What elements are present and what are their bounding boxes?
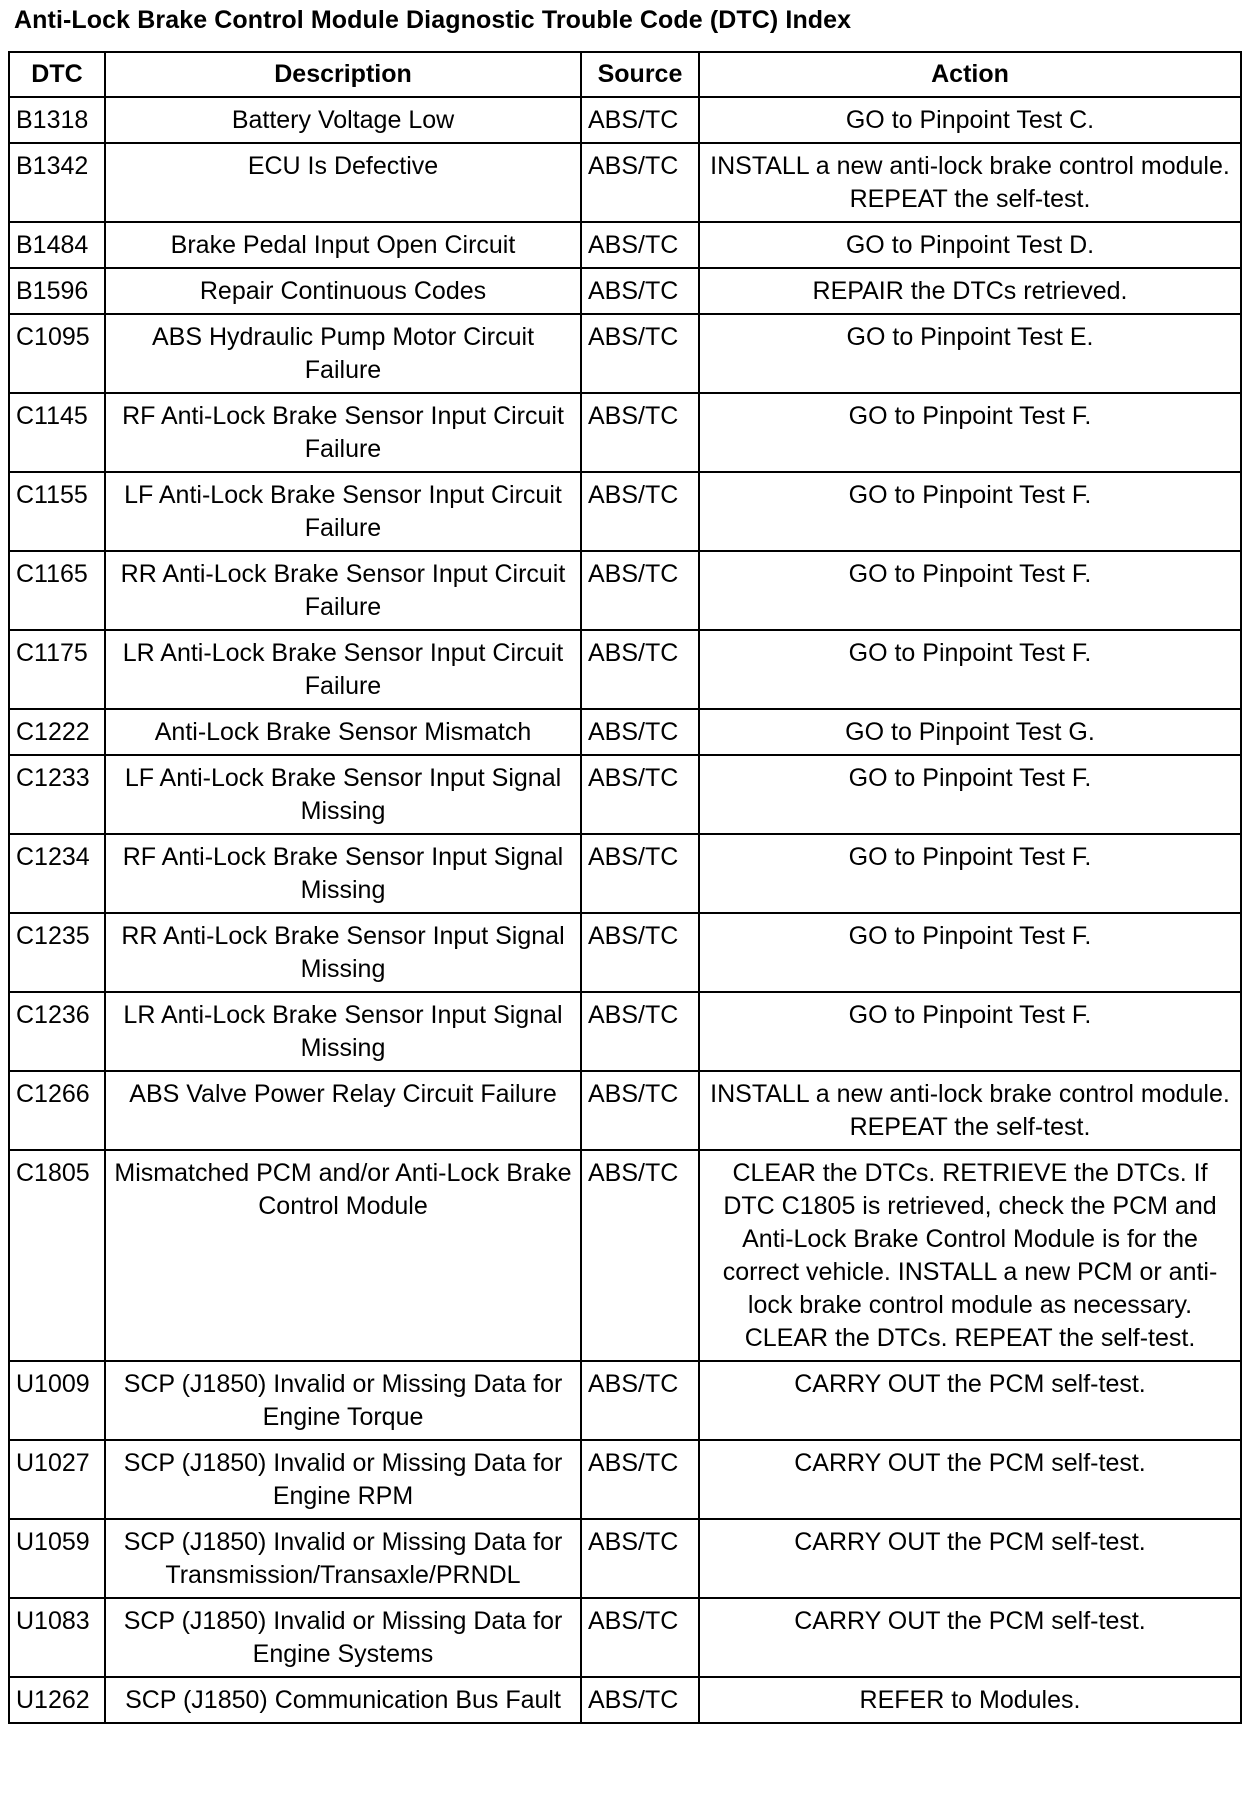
source-cell: ABS/TC bbox=[581, 1519, 699, 1598]
action-cell: GO to Pinpoint Test F. bbox=[699, 755, 1241, 834]
source-cell: ABS/TC bbox=[581, 1150, 699, 1361]
source-cell: ABS/TC bbox=[581, 630, 699, 709]
table-row bbox=[9, 913, 1241, 992]
source-cell: ABS/TC bbox=[581, 97, 699, 143]
description-cell: RF Anti-Lock Brake Sensor Input Circuit Failure bbox=[105, 393, 581, 472]
description-cell: LF Anti-Lock Brake Sensor Input Circuit Failure bbox=[105, 472, 581, 551]
dtc-code-cell: U1262 bbox=[9, 1677, 105, 1723]
table-row bbox=[9, 992, 1241, 1071]
description-cell: Brake Pedal Input Open Circuit bbox=[105, 222, 581, 268]
action-cell: CARRY OUT the PCM self-test. bbox=[699, 1440, 1241, 1519]
header-description: Description bbox=[105, 52, 581, 97]
table-row bbox=[9, 755, 1241, 834]
table-row bbox=[9, 630, 1241, 709]
description-cell: SCP (J1850) Invalid or Missing Data for Transmission/Transaxle/PRNDL bbox=[105, 1519, 581, 1598]
description-cell: Repair Continuous Codes bbox=[105, 268, 581, 314]
action-cell: CARRY OUT the PCM self-test. bbox=[699, 1519, 1241, 1598]
action-cell: CARRY OUT the PCM self-test. bbox=[699, 1598, 1241, 1677]
source-cell: ABS/TC bbox=[581, 1677, 699, 1723]
source-cell: ABS/TC bbox=[581, 1361, 699, 1440]
dtc-code-cell: C1145 bbox=[9, 393, 105, 472]
action-cell: GO to Pinpoint Test E. bbox=[699, 314, 1241, 393]
dtc-code-cell: C1175 bbox=[9, 630, 105, 709]
header-source: Source bbox=[581, 52, 699, 97]
table-header-row bbox=[9, 52, 1241, 97]
description-cell: Mismatched PCM and/or Anti-Lock Brake Control Module bbox=[105, 1150, 581, 1361]
source-cell: ABS/TC bbox=[581, 1440, 699, 1519]
action-cell: REFER to Modules. bbox=[699, 1677, 1241, 1723]
description-cell: RR Anti-Lock Brake Sensor Input Signal Missing bbox=[105, 913, 581, 992]
table-row bbox=[9, 97, 1241, 143]
action-cell: GO to Pinpoint Test G. bbox=[699, 709, 1241, 755]
dtc-code-cell: B1318 bbox=[9, 97, 105, 143]
dtc-code-cell: C1095 bbox=[9, 314, 105, 393]
source-cell: ABS/TC bbox=[581, 755, 699, 834]
source-cell: ABS/TC bbox=[581, 393, 699, 472]
dtc-index-table bbox=[8, 51, 1242, 1724]
table-row bbox=[9, 393, 1241, 472]
source-cell: ABS/TC bbox=[581, 913, 699, 992]
description-cell: SCP (J1850) Invalid or Missing Data for Engine Systems bbox=[105, 1598, 581, 1677]
dtc-code-cell: U1027 bbox=[9, 1440, 105, 1519]
description-cell: RF Anti-Lock Brake Sensor Input Signal Missing bbox=[105, 834, 581, 913]
dtc-code-cell: C1235 bbox=[9, 913, 105, 992]
dtc-code-cell: C1233 bbox=[9, 755, 105, 834]
document-title: Anti-Lock Brake Control Module Diagnostic Trouble Code (DTC) Index bbox=[14, 6, 852, 34]
header-dtc: DTC bbox=[9, 52, 105, 97]
description-cell: LR Anti-Lock Brake Sensor Input Circuit Failure bbox=[105, 630, 581, 709]
action-cell: GO to Pinpoint Test C. bbox=[699, 97, 1241, 143]
action-cell: GO to Pinpoint Test F. bbox=[699, 630, 1241, 709]
dtc-code-cell: C1266 bbox=[9, 1071, 105, 1150]
dtc-code-cell: B1342 bbox=[9, 143, 105, 222]
table-row bbox=[9, 1361, 1241, 1440]
dtc-code-cell: U1059 bbox=[9, 1519, 105, 1598]
table-body bbox=[9, 97, 1241, 1723]
action-cell: GO to Pinpoint Test F. bbox=[699, 913, 1241, 992]
dtc-code-cell: C1805 bbox=[9, 1150, 105, 1361]
table-row bbox=[9, 1150, 1241, 1361]
dtc-code-cell: B1596 bbox=[9, 268, 105, 314]
table-row bbox=[9, 709, 1241, 755]
table-row bbox=[9, 1440, 1241, 1519]
source-cell: ABS/TC bbox=[581, 834, 699, 913]
table-row bbox=[9, 222, 1241, 268]
description-cell: Battery Voltage Low bbox=[105, 97, 581, 143]
dtc-code-cell: C1222 bbox=[9, 709, 105, 755]
action-cell: REPAIR the DTCs retrieved. bbox=[699, 268, 1241, 314]
description-cell: ABS Valve Power Relay Circuit Failure bbox=[105, 1071, 581, 1150]
action-cell: GO to Pinpoint Test F. bbox=[699, 834, 1241, 913]
dtc-code-cell: B1484 bbox=[9, 222, 105, 268]
description-cell: Anti-Lock Brake Sensor Mismatch bbox=[105, 709, 581, 755]
description-cell: SCP (J1850) Communication Bus Fault bbox=[105, 1677, 581, 1723]
table-row bbox=[9, 472, 1241, 551]
source-cell: ABS/TC bbox=[581, 1598, 699, 1677]
table-row bbox=[9, 1519, 1241, 1598]
action-cell: GO to Pinpoint Test F. bbox=[699, 551, 1241, 630]
table-row bbox=[9, 1598, 1241, 1677]
dtc-code-cell: C1236 bbox=[9, 992, 105, 1071]
action-cell: CARRY OUT the PCM self-test. bbox=[699, 1361, 1241, 1440]
table-row bbox=[9, 551, 1241, 630]
table-row bbox=[9, 268, 1241, 314]
action-cell: GO to Pinpoint Test F. bbox=[699, 393, 1241, 472]
table-row bbox=[9, 1677, 1241, 1723]
action-cell: INSTALL a new anti-lock brake control module. REPEAT the self-test. bbox=[699, 143, 1241, 222]
dtc-code-cell: C1155 bbox=[9, 472, 105, 551]
table-row bbox=[9, 143, 1241, 222]
header-action: Action bbox=[699, 52, 1241, 97]
source-cell: ABS/TC bbox=[581, 222, 699, 268]
table-row bbox=[9, 314, 1241, 393]
description-cell: LF Anti-Lock Brake Sensor Input Signal Missing bbox=[105, 755, 581, 834]
description-cell: ECU Is Defective bbox=[105, 143, 581, 222]
action-cell: GO to Pinpoint Test F. bbox=[699, 472, 1241, 551]
source-cell: ABS/TC bbox=[581, 314, 699, 393]
source-cell: ABS/TC bbox=[581, 709, 699, 755]
description-cell: SCP (J1850) Invalid or Missing Data for Engine Torque bbox=[105, 1361, 581, 1440]
description-cell: ABS Hydraulic Pump Motor Circuit Failure bbox=[105, 314, 581, 393]
action-cell: CLEAR the DTCs. RETRIEVE the DTCs. If DTC C1805 is retrieved, check the PCM and Anti-Lock Brake Control Module is for the correct vehicle. INSTALL a new PCM or anti-lock brake control module as necessary. CLEAR the DTCs. REPEAT the self-test. bbox=[699, 1150, 1241, 1361]
source-cell: ABS/TC bbox=[581, 472, 699, 551]
dtc-code-cell: U1083 bbox=[9, 1598, 105, 1677]
source-cell: ABS/TC bbox=[581, 992, 699, 1071]
dtc-code-cell: U1009 bbox=[9, 1361, 105, 1440]
source-cell: ABS/TC bbox=[581, 1071, 699, 1150]
source-cell: ABS/TC bbox=[581, 143, 699, 222]
action-cell: GO to Pinpoint Test D. bbox=[699, 222, 1241, 268]
source-cell: ABS/TC bbox=[581, 268, 699, 314]
source-cell: ABS/TC bbox=[581, 551, 699, 630]
action-cell: GO to Pinpoint Test F. bbox=[699, 992, 1241, 1071]
description-cell: SCP (J1850) Invalid or Missing Data for Engine RPM bbox=[105, 1440, 581, 1519]
dtc-code-cell: C1234 bbox=[9, 834, 105, 913]
description-cell: LR Anti-Lock Brake Sensor Input Signal Missing bbox=[105, 992, 581, 1071]
action-cell: INSTALL a new anti-lock brake control module. REPEAT the self-test. bbox=[699, 1071, 1241, 1150]
dtc-code-cell: C1165 bbox=[9, 551, 105, 630]
table-row bbox=[9, 1071, 1241, 1150]
table-row bbox=[9, 834, 1241, 913]
description-cell: RR Anti-Lock Brake Sensor Input Circuit Failure bbox=[105, 551, 581, 630]
